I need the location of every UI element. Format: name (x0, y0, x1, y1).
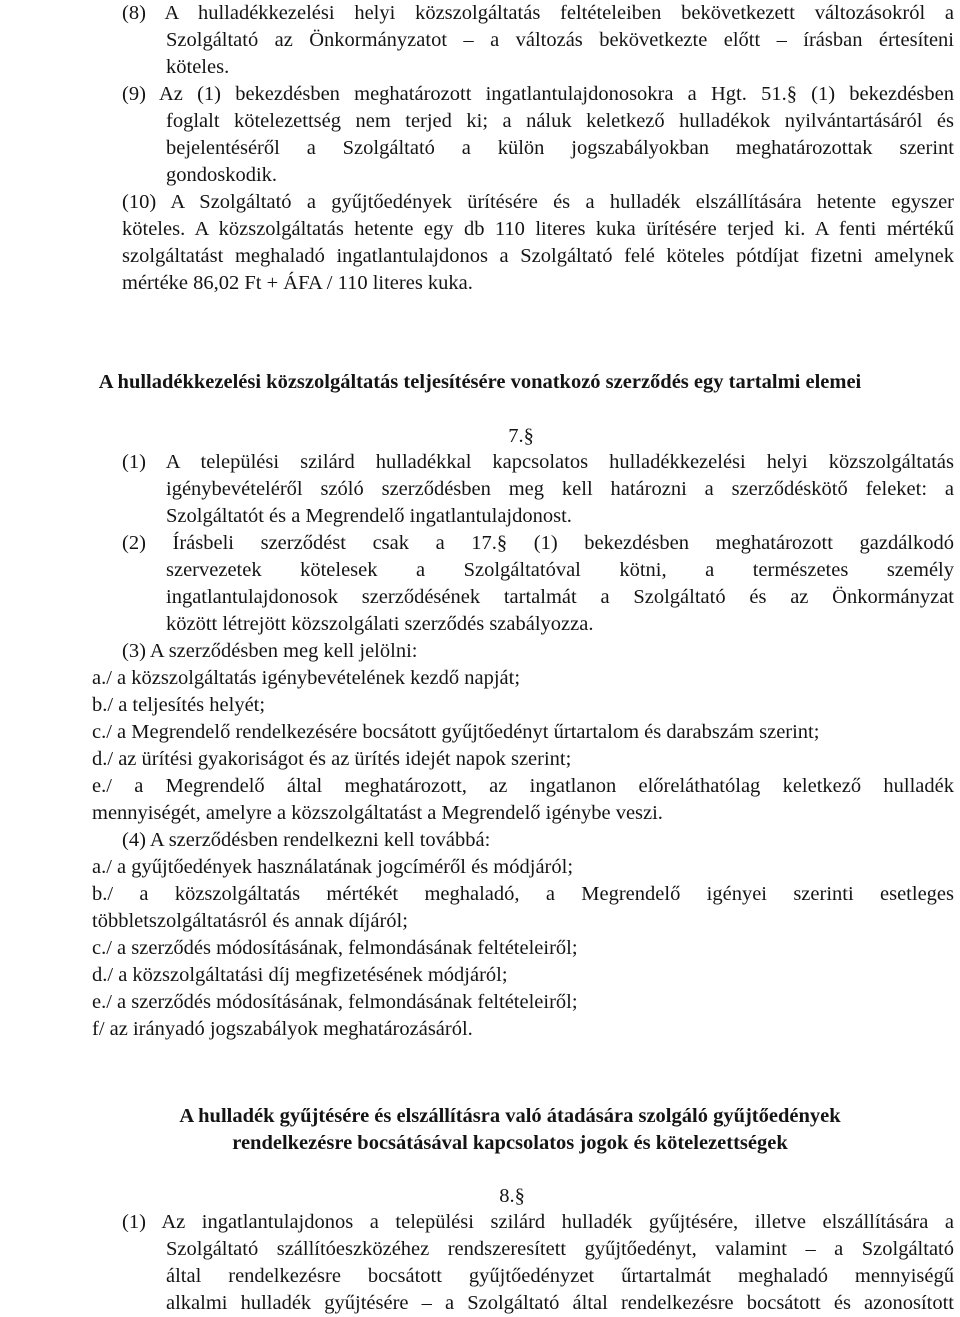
paragraph-6-10-l4: mértéke 86,02 Ft + ÁFA / 110 literes kuka. (122, 272, 473, 294)
paragraph-8-1-l3: által rendelkezésre bocsátott gyűjtőedényzet űrtartalmát meghaladó mennyiségű (166, 1265, 954, 1287)
list-item-7-4-e: e./ a szerződés módosításának, felmondásának feltételeiről; (92, 991, 578, 1013)
paragraph-8-1-l2: Szolgáltató szállítóeszközéhez rendszeresített gyűjtőedényt, valamint – a Szolgáltató (166, 1238, 954, 1260)
list-item-7-4-f: f/ az irányadó jogszabályok meghatározásáról. (92, 1018, 473, 1040)
paragraph-6-9-l4: gondoskodik. (166, 164, 278, 186)
paragraph-6-8-l2: Szolgáltató az Önkormányzatot – a változás bekövetkezte előtt – írásban értesíteni (166, 29, 954, 51)
list-item-7-3-b: b./ a teljesítés helyét; (92, 694, 266, 716)
list-item-7-3-e-l1: e./ a Megrendelő által meghatározott, az ingatlanon előreláthatólag keletkező hulladék (92, 775, 954, 797)
paragraph-6-9-l2: foglalt kötelezettség nem terjed ki; a náluk keletkező hulladékok nyilvántartásáról és (166, 110, 954, 132)
paragraph-7-3-l1: (3) A szerződésben meg kell jelölni: (122, 640, 418, 662)
paragraph-7-2-l3: ingatlantulajdonosok szerződésének tartalmát a Szolgáltató és az Önkormányzat (166, 586, 954, 608)
paragraph-6-9-l1: (9) Az (1) bekezdésben meghatározott ingatlantulajdonosokra a Hgt. 51.§ (1) bekezdésben (122, 83, 954, 105)
paragraph-7-2-l1: (2) Írásbeli szerződést csak a 17.§ (1) bekezdésben meghatározott gazdálkodó (122, 532, 954, 554)
paragraph-8-1-l1: (1) Az ingatlantulajdonos a települési szilárd hulladék gyűjtésére, illetve elszállítására a (122, 1211, 954, 1233)
paragraph-7-2-l2: szervezetek kötelesek a Szolgáltatóval kötni, a természetes személy (166, 559, 954, 581)
list-item-7-3-c: c./ a Megrendelő rendelkezésére bocsátott gyűjtőedényt űrtartalom és darabszám szerint; (92, 721, 820, 743)
paragraph-6-9-l3: bejelentéséről a Szolgáltató a külön jogszabályokban meghatározottak szerint (166, 137, 954, 159)
paragraph-6-8-l1: (8) A hulladékkezelési helyi közszolgáltatás feltételeiben bekövetkezett változásokról a (122, 2, 954, 24)
paragraph-7-2-l4: között létrejött közszolgálati szerződés szabályozza. (166, 613, 594, 635)
paragraph-6-10-l3: szolgáltatást meghaladó ingatlantulajdonos a Szolgáltató felé köteles pótdíjat fizetni amelynek (122, 245, 954, 267)
paragraph-8-1-l4: alkalmi hulladék gyűjtésére – a Szolgáltató által rendelkezésre bocsátott és azonosított (166, 1292, 954, 1314)
paragraph-6-10-l2: köteles. A közszolgáltatás hetente egy db 110 literes kuka ürítésére terjed ki. A fenti mértékű (122, 218, 954, 240)
list-item-7-4-c: c./ a szerződés módosításának, felmondásának feltételeiről; (92, 937, 578, 959)
section-number-8: 8.§ (499, 1185, 525, 1207)
list-item-7-4-b-l2: többletszolgáltatásról és annak díjáról; (92, 910, 408, 932)
list-item-7-3-d: d./ az ürítési gyakoriságot és az ürítés idejét napok szerint; (92, 748, 572, 770)
section-heading-containers-l1: A hulladék gyűjtésére és elszállításra való átadására szolgáló gyűjtőedények (179, 1105, 841, 1127)
section-heading-contract: A hulladékkezelési közszolgáltatás teljesítésére vonatkozó szerződés egy tartalmi elemei (98, 371, 862, 393)
list-item-7-4-b-l1: b./ a közszolgáltatás mértékét meghaladó, a Megrendelő igényei szerinti esetleges (92, 883, 954, 905)
list-item-7-4-d: d./ a közszolgáltatási díj megfizetésének módjáról; (92, 964, 508, 986)
paragraph-7-1-l2: igénybevételéről szóló szerződésben meg kell határozni a szerződéskötő feleket: a (166, 478, 954, 500)
paragraph-7-4-l1: (4) A szerződésben rendelkezni kell továbbá: (122, 829, 491, 851)
list-item-7-3-e-l2: mennyiségét, amelyre a közszolgáltatást a Megrendelő igénybe veszi. (92, 802, 663, 824)
paragraph-6-10-l1: (10) A Szolgáltató a gyűjtőedények ürítésére és a hulladék elszállítására hetente egyszer (122, 191, 954, 213)
paragraph-7-1-l1: (1) A települési szilárd hulladékkal kapcsolatos hulladékkezelési helyi közszolgáltatás (122, 451, 954, 473)
list-item-7-4-a: a./ a gyűjtőedények használatának jogcíméről és módjáról; (92, 856, 574, 878)
list-item-7-3-a: a./ a közszolgáltatás igénybevételének kezdő napját; (92, 667, 521, 689)
section-number-7: 7.§ (508, 425, 534, 447)
paragraph-6-8-l3: köteles. (166, 56, 230, 78)
paragraph-7-1-l3: Szolgáltatót és a Megrendelő ingatlantulajdonost. (166, 505, 572, 527)
section-heading-containers-l2: rendelkezésre bocsátásával kapcsolatos jogok és kötelezettségek (232, 1132, 788, 1154)
